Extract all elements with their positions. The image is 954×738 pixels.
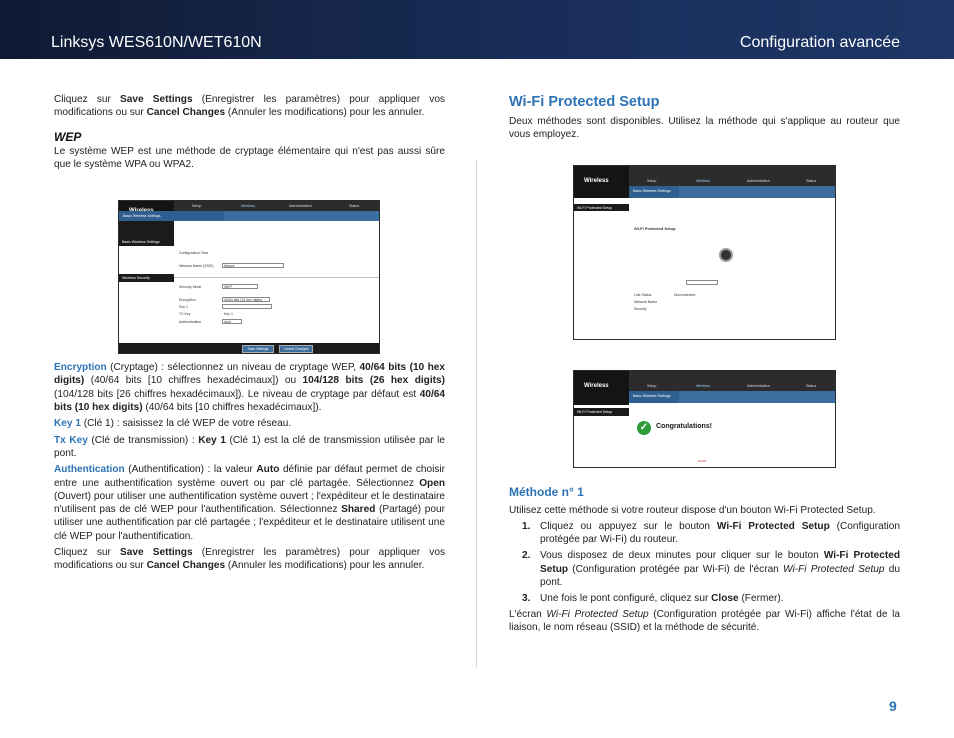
label-auth: Authentication (179, 320, 202, 324)
divider (174, 277, 380, 278)
label-network-name: Network Name (634, 300, 658, 304)
subtab-basic: Basic Wireless Settings (629, 391, 679, 403)
wep-settings-screenshot (118, 200, 380, 354)
subtab-bar (679, 391, 836, 403)
label-security: Security (634, 307, 647, 311)
encryption-paragraph: Encryption (Cryptage) : sélectionnez un niveau de cryptage WEP, 40/64 bits (10 hex digits) (40/64 bits [10 chiffres hexadécimaux]) ou 104/128 bits (26 hex digits) (104/128 bits [26 chiffres hexadécimaux]). Le niveau de cryptage par défaut est 40/64 bits (10 hex digits) (40/64 bits [10 chiffres hexadécimaux]). (54, 362, 445, 414)
pin-field[interactable] (686, 280, 718, 285)
txkey-value: Key 1 (224, 312, 233, 316)
step-1: 1. Cliquez ou appuyez sur le bouton Wi-Fi Protected Setup (Configuration protégée par Wi-Fi) du routeur. (522, 520, 900, 546)
step-2: 2. Vous disposez de deux minutes pour cliquer sur le bouton Wi-Fi Protected Setup (Configuration protégée par Wi-Fi) de l'écran Wi-Fi Protected Setup du pont. (522, 550, 900, 589)
label-txkey: TX Key (179, 312, 191, 316)
ssid-value: linksys (224, 264, 235, 268)
tab-administration: Administration (289, 204, 312, 208)
tab-wireless: Wireless (241, 204, 255, 208)
congratulations-message: Congratulations! (656, 423, 712, 430)
wps-success-screenshot (573, 370, 836, 468)
closing-paragraph: L'écran Wi-Fi Protected Setup (Configuration protégée par Wi-Fi) affiche l'état de la liaison, le nom réseau (SSID) et la méthode de sécurité. (509, 608, 900, 633)
wps-heading: Wi-Fi Protected Setup (509, 94, 660, 110)
tab-administration: Administration (747, 384, 770, 388)
tab-status: Status (806, 179, 817, 183)
screenshot-brand: Wireless (574, 166, 629, 198)
red-note: ••••••• (698, 459, 707, 463)
section-wps: Wi-Fi Protected Setup (574, 408, 629, 416)
label-config-view: Configuration View (179, 251, 209, 255)
tab-status: Status (349, 204, 360, 208)
label-key1: Key 1 (179, 305, 188, 309)
product-title: Linksys WES610N/WET610N (51, 34, 262, 51)
step-3: 3. Une fois le pont configuré, cliquez sur Close (Fermer). (522, 593, 784, 605)
tab-setup: Setup (647, 179, 657, 183)
wps-title: Wi-Fi Protected Setup (634, 226, 676, 231)
authentication-paragraph: Authentication (Authentification) : la valeur Auto définie par défaut permet de choisir entre une authentification système ouvert ou par clé partagée. Sélectionnez Open (Ouvert) pour utiliser une authentification système ouvert ; l'expéditeur et le destinataire n'utilisent pas de clé WEP pour l'authentification. Sélectionnez Shared (Partagé) pour utiliser une authentification par clé partagée ; l'expéditeur et le destinataire utilisent une clé WEP pour l'authentification. (54, 464, 445, 542)
section-title: Configuration avancée (739, 34, 900, 51)
sidebar-fill (574, 211, 629, 340)
encryption-value: 40/64 bits (10 hex digits) (224, 298, 263, 302)
subtab-basic: Basic Wireless Settings (119, 211, 224, 221)
screenshot-tabs (629, 371, 836, 391)
wep-intro: Le système WEP est une méthode de cryptage élémentaire qui n'est pas aussi sûre que le système WPA ou WPA2. (54, 145, 445, 170)
section-basic: Basic Wireless Settings (119, 238, 174, 246)
save-paragraph-2: Cliquez sur Save Settings (Enregistrer les paramètres) pour appliquer vos modifications ou sur Cancel Changes (Annuler les modifications) pour les annuler. (54, 547, 446, 572)
wps-button-icon[interactable] (719, 248, 733, 262)
method-heading: Méthode n° 1 (509, 484, 584, 499)
wep-heading: WEP (54, 129, 82, 144)
wps-setup-screenshot (573, 165, 836, 340)
tab-status: Status (806, 384, 817, 388)
page-number: 9 (889, 698, 897, 714)
label-link-status: Link Status (634, 293, 652, 297)
security-mode-value: WEP (224, 285, 232, 289)
screenshot-tabs (629, 166, 836, 186)
page-header (0, 0, 954, 59)
label-encryption: Encryption (179, 298, 196, 302)
tab-wireless: Wireless (696, 384, 710, 388)
key1-paragraph: Key 1 (Clé 1) : saisissez la clé WEP de votre réseau. (54, 418, 292, 430)
wps-intro: Deux méthodes sont disponibles. Utilisez la méthode qui s'applique au routeur que vous employez. (509, 116, 900, 141)
link-status-value: Disconnected (674, 293, 696, 297)
subtab-basic: Basic Wireless Settings (629, 186, 679, 198)
screenshot-tabs (174, 201, 380, 211)
tab-administration: Administration (747, 179, 770, 183)
key1-field[interactable] (222, 304, 272, 309)
save-paragraph-1: Cliquez sur Save Settings (Enregistrer les paramètres) pour appliquer vos modifications ou sur Cancel Changes (Annuler les modifications) pour les annuler. (54, 94, 446, 119)
success-check-icon: ✓ (637, 421, 651, 435)
txkey-paragraph: Tx Key (Clé de transmission) : Key 1 (Clé 1) est la clé de transmission utilisée par le pont. (54, 434, 446, 459)
column-divider (476, 160, 477, 667)
tab-setup: Setup (647, 384, 657, 388)
tab-setup: Setup (192, 204, 202, 208)
section-security: Wireless Security (119, 274, 174, 282)
screenshot-brand: Wireless (574, 371, 629, 405)
cancel-changes-button[interactable]: Cancel Changes (279, 345, 313, 353)
method-steps (509, 520, 900, 606)
label-ssid: Network Name (SSID) (179, 264, 214, 268)
method-intro: Utilisez cette méthode si votre routeur dispose d'un bouton Wi-Fi Protected Setup. (509, 504, 876, 516)
save-settings-button[interactable]: Save Settings (242, 345, 274, 353)
subtab-bar (679, 186, 836, 198)
auth-value: Auto (224, 320, 232, 324)
sidebar-fill (119, 221, 174, 238)
section-wps: Wi-Fi Protected Setup (574, 204, 629, 212)
tab-wireless: Wireless (696, 179, 710, 183)
subtab-bar (224, 211, 380, 221)
label-security-mode: Security Mode (179, 285, 202, 289)
